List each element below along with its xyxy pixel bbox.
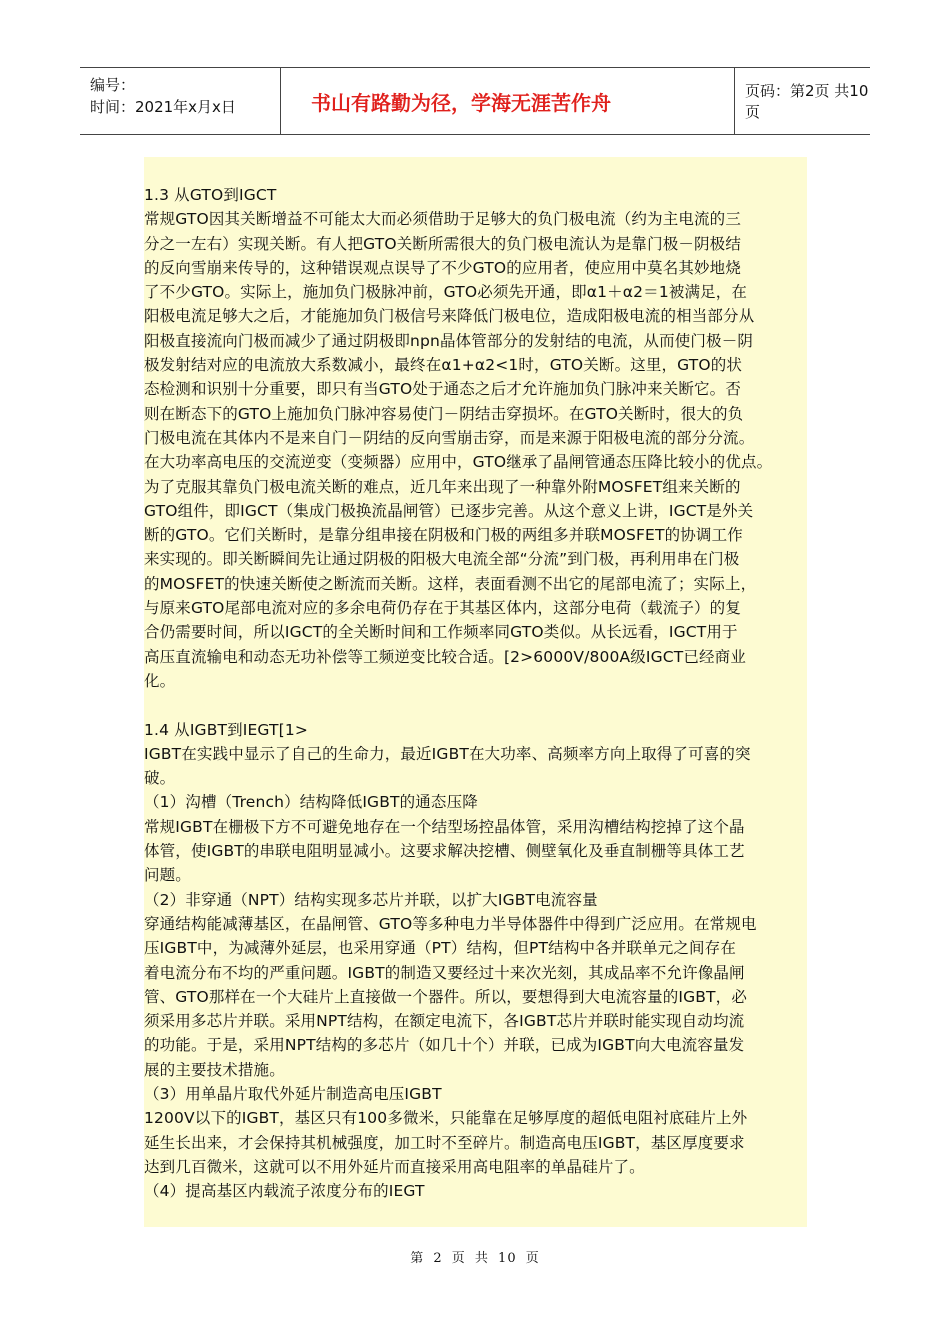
text-line: 体管，使IGBT的串联电阻明显减小。这要求解决挖槽、侧壁氧化及垂直制栅等具体工艺	[144, 842, 745, 861]
header-meta	[80, 68, 280, 134]
text-line: 则在断态下的GTO上施加负门脉冲容易使门－阴结击穿损坏。在GTO关断时，很大的负	[144, 404, 744, 423]
text-line: 了不少GTO。实际上，施加负门极脉冲前，GTO必须先开通，即α1＋α2＝1被满足，在	[144, 283, 748, 302]
text-line: 态检测和识别十分重要，即只有当GTO处于通态之后才允许施加负门脉冲来关断它。否	[144, 380, 741, 399]
text-line: 问题。	[144, 866, 191, 885]
text-line: 破。	[144, 769, 176, 788]
text-line: （4）提高基区内载流子浓度分布的IEGT	[144, 1182, 425, 1201]
text-line: 合仍需要时间，所以IGCT的全关断时间和工作频率同GTO类似。从长远看，IGCT用于	[144, 623, 738, 642]
blank-line	[144, 693, 807, 717]
text-line: 来实现的。即关断瞬间先让通过阴极的阳极大电流全部“分流”到门极，再利用串在门极	[144, 550, 740, 569]
text-line: （2）非穿通（NPT）结构实现多芯片并联，以扩大IGBT电流容量	[144, 890, 598, 909]
text-line: 压IGBT中，为减薄外延层，也采用穿通（PT）结构，但PT结构中各并联单元之间存在	[144, 939, 736, 958]
text-line: 在大功率高电压的交流逆变（变频器）应用中，GTO继承了晶闸管通态压降比较小的优点。	[144, 453, 773, 472]
text-line: IGBT在实践中显示了自己的生命力，最近IGBT在大功率、高频率方向上取得了可喜的突	[144, 744, 751, 763]
text-line: 须采用多芯片并联。采用NPT结构，在额定电流下，各IGBT芯片并联时能实现自动均流	[144, 1012, 745, 1031]
text-line: 高压直流输电和动态无功补偿等工频逆变比较合适。[2>6000V/800A级IGCT已经商业	[144, 647, 746, 666]
page-header	[80, 67, 870, 135]
document-number-label: 编号：	[90, 76, 136, 94]
text-line: 1200V以下的IGBT，基区只有100多微米，只能靠在足够厚度的超低电阻衬底硅片上外	[144, 1109, 748, 1128]
text-line: 阳极直接流向门极而减少了通过阴极即npn晶体管部分的发射结的电流，从而使门极－阴	[144, 331, 753, 350]
text-line: （3）用单晶片取代外延片制造高电压IGBT	[144, 1084, 442, 1103]
page-number-info: 页码：第2页 共10页	[745, 82, 869, 121]
page-footer: 第 2 页 共 10 页	[410, 1251, 540, 1266]
text-line: 延生长出来，才会保持其机械强度，加工时不至碎片。制造高电压IGBT，基区厚度要求	[144, 1133, 745, 1152]
text-line: 的功能。于是，采用NPT结构的多芯片（如几十个）并联，已成为IGBT向大电流容量发	[144, 1036, 745, 1055]
text-line: 与原来GTO尾部电流对应的多余电荷仍存在于其基区体内，这部分电荷（载流子）的复	[144, 599, 741, 618]
text-line: 分之一左右）实现关断。有人把GTO关断所需很大的负门极电流认为是靠门极－阴极结	[144, 234, 741, 253]
text-line: 穿通结构能减薄基区，在晶闸管、GTO等多种电力半导体器件中得到广泛应用。在常规电	[144, 914, 757, 933]
text-line: （1）沟槽（Trench）结构降低IGBT的通态压降	[144, 793, 478, 812]
text-line: GTO组件，即IGCT（集成门极换流晶闸管）已逐步完善。从这个意义上讲，IGCT是外关	[144, 501, 754, 520]
text-line: 着电流分布不均的严重问题。IGBT的制造又要经过十来次光刻，其成品率不允许像晶闸	[144, 963, 745, 982]
document-date: 时间：2021年x月x日	[90, 98, 236, 116]
text-line: 阳极电流足够大之后，才能施加负门极信号来降低门极电位，造成阳极电流的相当部分从	[144, 307, 755, 326]
document-body	[144, 157, 807, 1227]
text-line: 门极电流在其体内不是来自门－阴结的反向雪崩击穿，而是来源于阳极电流的部分分流。	[144, 428, 755, 447]
text-line: 极发射结对应的电流放大系数减小，最终在α1+α2<1时，GTO关断。这里，GTO的状	[144, 356, 743, 375]
text-line: 断的GTO。它们关断时，是靠分组串接在阴极和门极的两组多并联MOSFET的协调工作	[144, 526, 743, 545]
text-line: 常规IGBT在栅极下方不可避免地存在一个结型场控晶体管，采用沟槽结构挖掉了这个晶	[144, 817, 745, 836]
text-line: 的MOSFET的快速关断使之断流而关断。这样，表面看测不出它的尾部电流了；实际上，	[144, 574, 757, 593]
text-line: 为了克服其靠负门极电流关断的难点，近几年来出现了一种靠外附MOSFET组来关断的	[144, 477, 741, 496]
motto-text: 书山有路勤为径，学海无涯苦作舟	[311, 90, 611, 115]
text-line: 的反向雪崩来传导的，这种错误观点误导了不少GTO的应用者，使应用中莫名其妙地烧	[144, 258, 741, 277]
text-line: 展的主要技术措施。	[144, 1060, 285, 1079]
header-motto	[280, 68, 735, 134]
text-line: 管、GTO那样在一个大硅片上直接做一个器件。所以，要想得到大电流容量的IGBT，必	[144, 987, 747, 1006]
text-line: 化。	[144, 671, 176, 690]
text-line: 1.3 从GTO到IGCT	[144, 186, 277, 204]
text-line: 达到几百微米，这就可以不用外延片而直接采用高电阻率的单晶硅片了。	[144, 1157, 645, 1176]
text-line: 常规GTO因其关断增益不可能太大而必须借助于足够大的负门极电流（约为主电流的三	[144, 210, 741, 229]
text-line: 1.4 从IGBT到IEGT[1>	[144, 720, 308, 739]
header-page-info	[735, 68, 870, 134]
